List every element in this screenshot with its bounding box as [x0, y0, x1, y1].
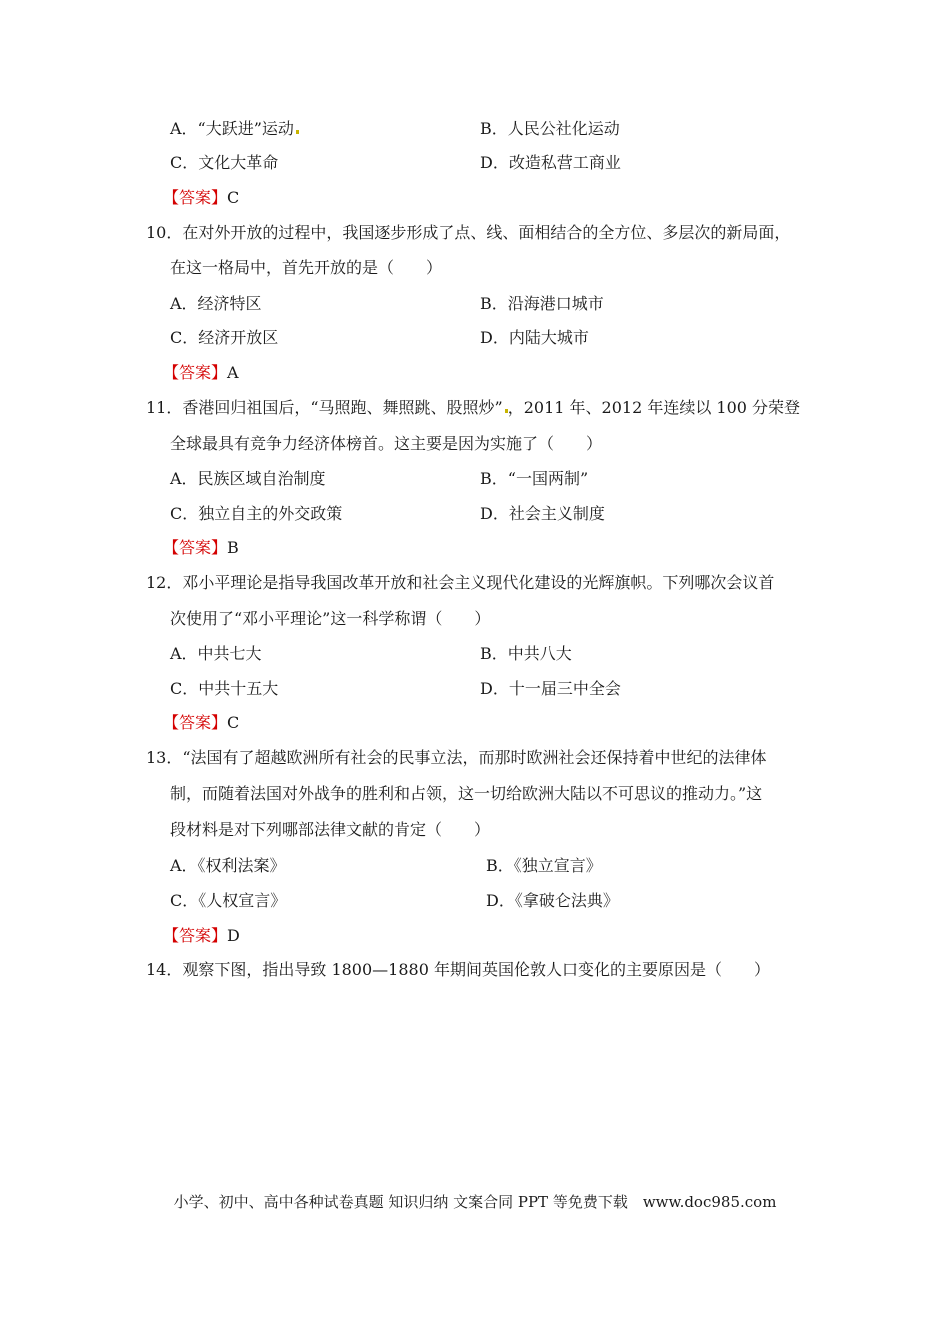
- answer-label: 【答案】: [163, 926, 228, 945]
- q10-option-b: B．沿海港口城市: [480, 294, 604, 313]
- mark-dot: [296, 130, 299, 134]
- q10-stem-line-1: 10．在对外开放的过程中，我国逐步形成了点、线、面相结合的全方位、多层次的新局面，: [146, 223, 791, 242]
- q11-stem-part-2: ，2011 年、2012 年连续以 100 分荣登: [507, 398, 801, 417]
- page-footer: 小学、初中、高中各种试卷真题 知识归纳 文案合同 PPT 等免费下载 www.doc985.com: [173, 1193, 777, 1211]
- q13-stem-line-1: 13．“法国有了超越欧洲所有社会的民事立法，而那时欧洲社会还保持着中世纪的法律体: [146, 748, 767, 767]
- q9-option-a-text: A．“大跃进”运动: [170, 119, 294, 138]
- q12-stem-line-2: 次使用了“邓小平理论”这一科学称谓（ ）: [170, 609, 491, 628]
- q11-stem-line-1: [146, 398, 800, 418]
- q11-option-a: A．民族区域自治制度: [170, 469, 326, 488]
- q10-stem-line-2: 在这一格局中，首先开放的是（ ）: [170, 258, 443, 277]
- q10-option-a: A．经济特区: [170, 294, 262, 313]
- q13-answer: [163, 926, 240, 946]
- q11-stem-part-1: 11．香港回归祖国后，“马照跑、舞照跳、股照炒”: [146, 398, 503, 417]
- answer-value: C: [227, 188, 240, 207]
- q11-option-d: D．社会主义制度: [480, 504, 605, 523]
- answer-label: 【答案】: [163, 188, 228, 207]
- q10-option-d: D．内陆大城市: [480, 328, 589, 347]
- q9-option-d: D．改造私营工商业: [480, 153, 621, 172]
- q13-option-a: A．《权利法案》: [170, 856, 286, 875]
- q9-option-c: C．文化大革命: [170, 153, 279, 172]
- q11-option-c: C．独立自主的外交政策: [170, 504, 343, 523]
- answer-label: 【答案】: [163, 538, 228, 557]
- q10-answer: [163, 363, 239, 383]
- q11-option-b: B．“一国两制”: [480, 469, 589, 488]
- q11-stem-line-2: 全球最具有竞争力经济体榜首。这主要是因为实施了（ ）: [170, 434, 603, 453]
- q11-answer: [163, 538, 239, 558]
- q12-option-b: B．中共八大: [480, 644, 572, 663]
- q9-option-a: [170, 119, 299, 139]
- q9-answer: [163, 188, 239, 208]
- q13-option-b: B．《独立宣言》: [486, 856, 602, 875]
- answer-value: A: [227, 363, 239, 382]
- q13-stem-line-2: 制，而随着法国对外战争的胜利和占领，这一切给欧洲大陆以不可思议的推动力。”这: [170, 784, 763, 803]
- answer-label: 【答案】: [163, 713, 228, 732]
- answer-value: B: [227, 538, 239, 557]
- q10-option-c: C．经济开放区: [170, 328, 279, 347]
- q12-option-a: A．中共七大: [170, 644, 262, 663]
- q13-option-d: D．《拿破仑法典》: [486, 891, 619, 910]
- answer-value: C: [227, 713, 240, 732]
- q12-answer: [163, 713, 239, 733]
- q13-stem-line-3: 段材料是对下列哪部法律文献的肯定（ ）: [170, 820, 491, 839]
- q12-stem-line-1: 12．邓小平理论是指导我国改革开放和社会主义现代化建设的光辉旗帜。下列哪次会议首: [146, 573, 775, 592]
- q12-option-c: C．中共十五大: [170, 679, 279, 698]
- answer-label: 【答案】: [163, 363, 228, 382]
- answer-value: D: [227, 926, 240, 945]
- q9-option-b: B．人民公社化运动: [480, 119, 620, 138]
- q12-option-d: D．十一届三中全会: [480, 679, 621, 698]
- q14-stem: 14．观察下图，指出导致 1800—1880 年期间英国伦敦人口变化的主要原因是（ ）: [146, 960, 770, 979]
- q13-option-c: C．《人权宣言》: [170, 891, 287, 910]
